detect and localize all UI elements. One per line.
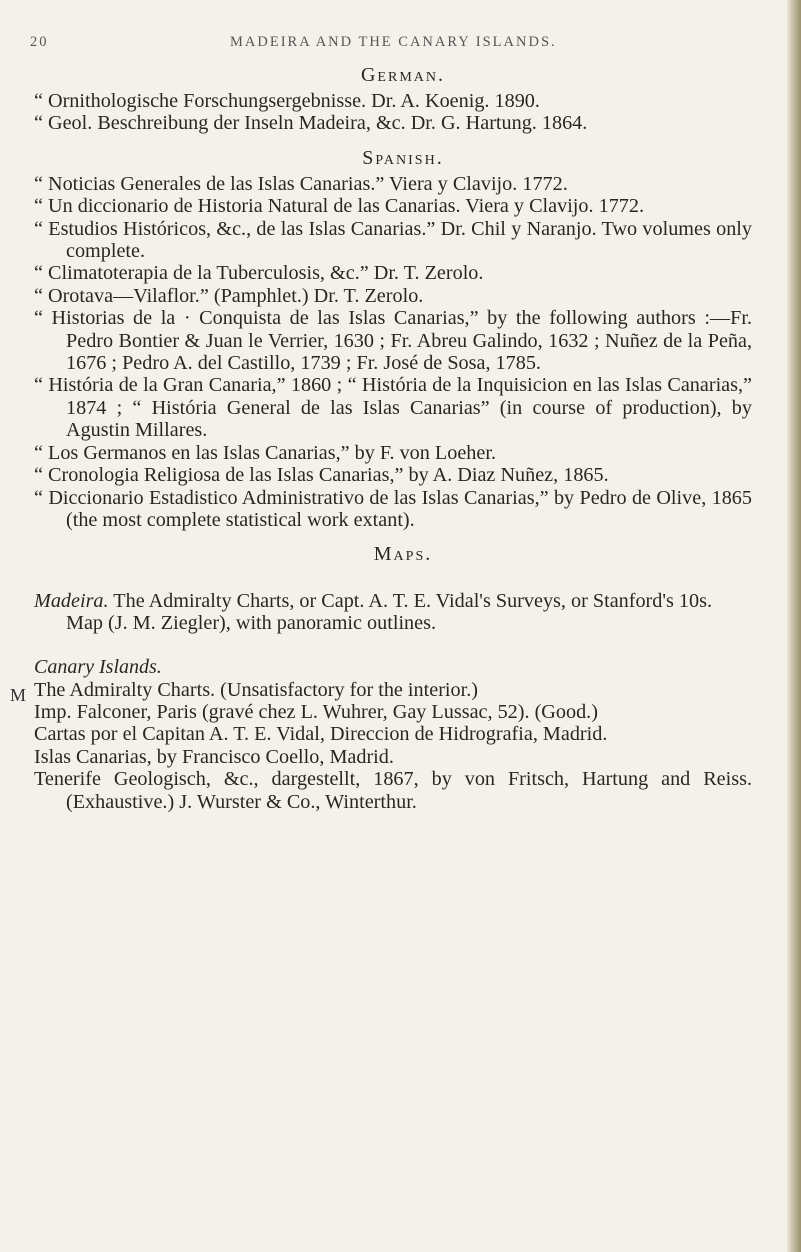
bib-entry: “ História de la Gran Canaria,” 1860 ; “ História de la Inquisicion en las Islas Canarias,” 1874 ; “ História General de las Islas Canarias” (in course of production), by Agustin Millares. [34,374,752,442]
bib-entry: “ Geol. Beschreibung der Inseln Madeira, &c. Dr. G. Hartung. 1864. [34,112,588,135]
section-heading-german: German. [360,64,445,86]
canary-entries [0,679,786,813]
bib-entry: “ Historias de la · Conquista de las Islas Canarias,” by the following authors :—Fr. Pedro Bontier & Juan le Verrier, 1630 ; Fr. Abreu Galindo, 1632 ; Nuñez de la Peña, 1676 ; Pedro A. del Castillo, 1739 ; Fr. José de Sosa, 1785. [34,307,752,375]
section-heading-maps: Maps. [373,543,433,566]
maps-madeira-entry [0,590,752,635]
margin-mark: M [10,684,27,705]
maps-madeira-label: Madeira. [34,589,109,612]
map-entry: Imp. Falconer, Paris (gravé chez L. Wuhrer, Gay Lussac, 52). (Good.) [34,700,598,723]
map-entry: Cartas por el Capitan A. T. E. Vidal, Direccion de Hidrografia, Madrid. [34,723,608,746]
maps-madeira-text: The Admiralty Charts, or Capt. A. T. E. Vidal's Surveys, or Stanford's 10s. Map (J. M. Ziegler), with panoramic outlines. [66,589,713,634]
map-entry: The Admiralty Charts. (Unsatisfactory for the interior.) [34,678,479,701]
bib-entry: “ Un diccionario de Historia Natural de las Canarias. Viera y Clavijo. 1772. [34,195,645,218]
bib-entry: “ Noticias Generales de las Islas Canarias.” Viera y Clavijo. 1772. [34,172,568,195]
running-header [0,34,780,54]
bib-entry: “ Estudios Históricos, &c., de las Islas Canarias.” Dr. Chil y Naranjo. Two volumes only complete. [34,217,752,263]
map-entry: Islas Canarias, by Francisco Coello, Madrid. [34,745,394,768]
running-title: MADEIRA AND THE CANARY ISLANDS. [230,34,557,50]
page-edge-shadow [787,0,801,1252]
bib-entry: “ Diccionario Estadistico Administrativo de las Islas Canarias,” by Pedro de Olive, 1865 (the most complete statistical work extant). [34,486,752,531]
bib-entry: “ Los Germanos en las Islas Canarias,” by F. von Loeher. [34,441,497,464]
map-entry: Tenerife Geologisch, &c., dargestellt, 1867, by von Fritsch, Hartung and Reiss. (Exhaustive.) J. Wurster & Co., Winterthur. [34,768,752,813]
page-number: 20 [30,34,49,50]
bib-entry: “ Orotava—Vilaflor.” (Pamphlet.) Dr. T. Zerolo. [34,284,424,307]
page-body [0,60,786,813]
bib-entry: “ Climatoterapia de la Tuberculosis, &c.” Dr. T. Zerolo. [34,262,484,285]
bib-entry: “ Ornithologische Forschungsergebnisse. Dr. A. Koenig. 1890. [34,90,540,112]
maps-canary-label: Canary Islands. [34,655,162,678]
bib-entry: “ Cronologia Religiosa de las Islas Canarias,” by A. Diaz Nuñez, 1865. [34,464,609,487]
section-heading-spanish: Spanish. [362,146,444,169]
